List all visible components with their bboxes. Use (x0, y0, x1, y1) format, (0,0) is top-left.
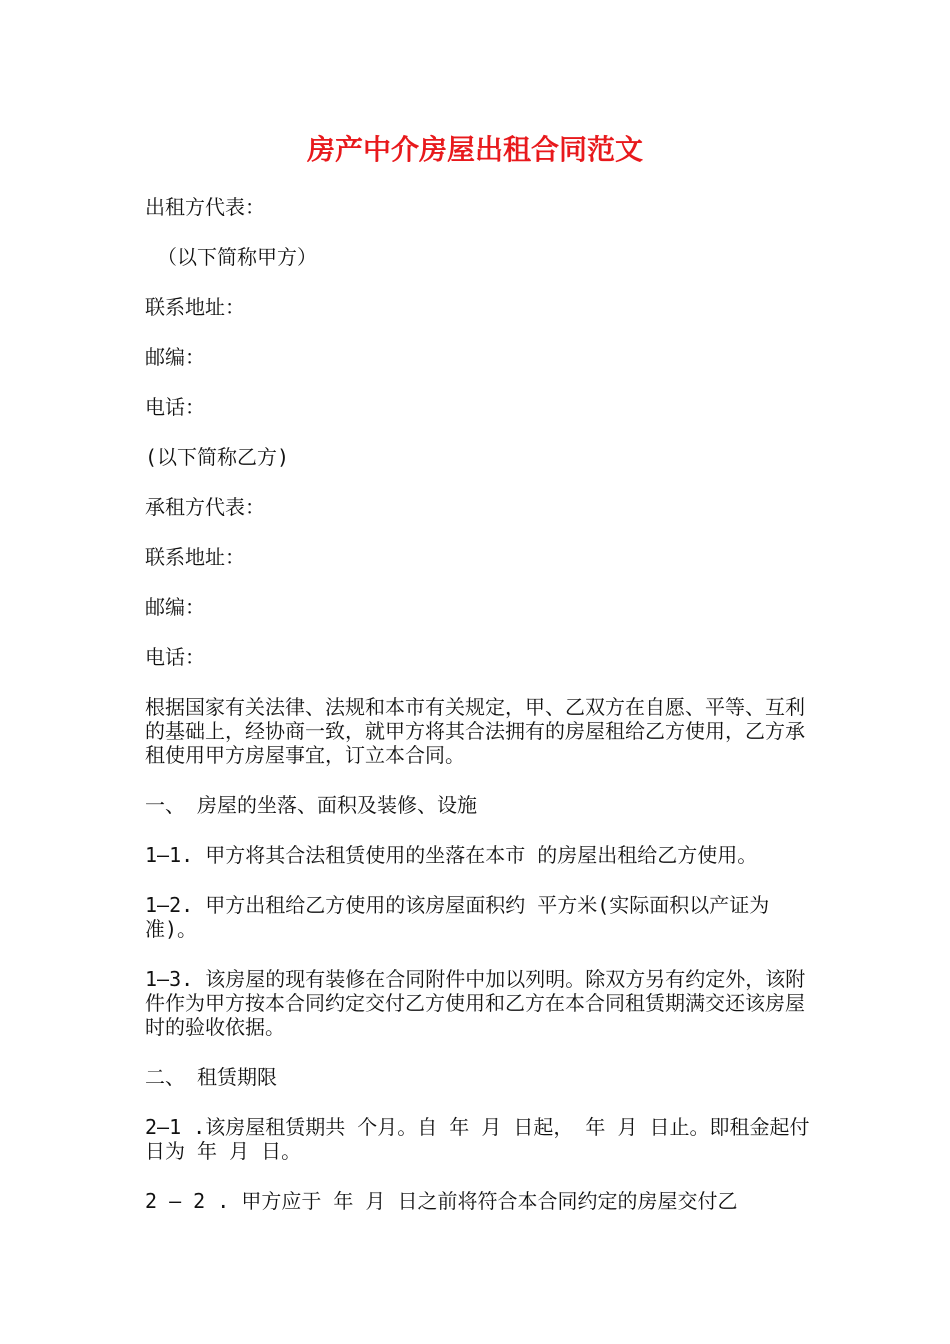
lessor-representative-line: 出租方代表： (145, 195, 265, 219)
document-body (145, 195, 813, 1213)
clause-2-2: 2 — 2 . 甲方应于 年 月 日之前将符合本合同约定的房屋交付乙 (145, 1189, 738, 1213)
lessee-phone-line: 电话： (145, 645, 205, 669)
party-a-alias-line: （以下简称甲方） (145, 245, 318, 269)
lessee-representative-line: 承租方代表： (145, 495, 265, 519)
section-1-heading: 一、 房屋的坐落、面积及装修、设施 (145, 793, 478, 817)
clause-1-3: 1—3. 该房屋的现有装修在合同附件中加以列明。除双方另有约定外，该附件作为甲方按本合同约定交付乙方使用和乙方在本合同租赁期满交还该房屋时的验收依据。 (145, 967, 806, 1039)
clause-1-1: 1—1. 甲方将其合法租赁使用的坐落在本市 的房屋出租给乙方使用。 (145, 843, 758, 867)
lessor-phone-line: 电话： (145, 395, 205, 419)
lessor-postcode-line: 邮编： (145, 345, 205, 369)
document-title: 房产中介房屋出租合同范文 (306, 133, 643, 166)
preamble-paragraph: 根据国家有关法律、法规和本市有关规定，甲、乙双方在自愿、平等、互利的基础上，经协商一致，就甲方将其合法拥有的房屋租给乙方使用，乙方承租使用甲方房屋事宜，订立本合同。 (145, 695, 805, 767)
lessee-address-line: 联系地址： (145, 545, 245, 569)
lessor-address-line: 联系地址： (145, 295, 245, 319)
lessee-postcode-line: 邮编： (145, 595, 205, 619)
clause-2-1: 2—1 .该房屋租赁期共 个月。自 年 月 日起， 年 月 日止。即租金起付日为 年 月 日。 (145, 1115, 810, 1163)
section-2-heading: 二、 租赁期限 (145, 1065, 278, 1089)
clause-1-2: 1—2. 甲方出租给乙方使用的该房屋面积约 平方米(实际面积以产证为准)。 (145, 893, 770, 941)
party-b-alias-line: (以下简称乙方) (145, 445, 290, 469)
